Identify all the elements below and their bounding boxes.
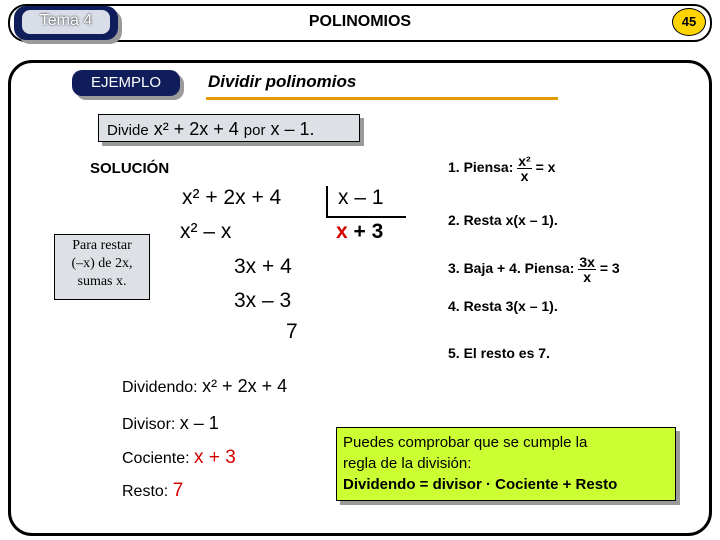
- division-dividend: x² + 2x + 4: [182, 186, 282, 209]
- division-subtract-2: 3x – 3: [234, 289, 292, 312]
- step-1-fraction: [517, 154, 531, 183]
- summary-divisor-label: Divisor:: [122, 416, 176, 433]
- ejemplo-badge: EJEMPLO: [72, 70, 180, 96]
- step-1-numerator: x²: [518, 153, 531, 169]
- summary-dividendo-value: x² + 2x + 4: [202, 376, 288, 396]
- step-5: 5. El resto es 7.: [448, 345, 550, 361]
- hint-line-3: sumas x.: [77, 274, 127, 289]
- statement-divisor: x – 1.: [270, 119, 315, 139]
- division-divisor: x – 1: [338, 186, 384, 209]
- step-3-label: 3. Baja + 4. Piensa:: [448, 260, 575, 277]
- subtitle-underline: [206, 97, 558, 100]
- summary-divisor: [122, 413, 219, 434]
- division-partial: 3x + 4: [234, 255, 292, 278]
- step-3-result: = 3: [599, 260, 620, 277]
- statement-dividend: x² + 2x + 4: [153, 119, 239, 139]
- division-remainder: 7: [286, 320, 298, 343]
- solucion-heading: SOLUCIÓN: [90, 160, 170, 177]
- statement-pre: Divide: [107, 122, 149, 139]
- summary-dividendo-label: Dividendo:: [122, 379, 198, 396]
- summary-cociente-value: x + 3: [194, 447, 236, 468]
- step-2: 2. Resta x(x – 1).: [448, 212, 558, 228]
- quotient-x: x: [336, 220, 348, 243]
- step-1: [448, 154, 555, 183]
- step-1-denominator: x: [520, 168, 529, 184]
- division-horizontal-bar: [326, 216, 406, 218]
- step-3-denominator: x: [583, 269, 592, 285]
- hint-line-1: Para restar: [72, 238, 132, 253]
- note-line-3: Dividendo = divisor · Cociente + Resto: [343, 476, 618, 493]
- summary-divisor-value: x – 1: [179, 413, 219, 433]
- summary-resto: [122, 480, 183, 502]
- summary-cociente: [122, 447, 236, 469]
- section-subtitle: Dividir polinomios: [208, 72, 357, 91]
- summary-resto-value: 7: [172, 480, 184, 501]
- step-4: 4. Resta 3(x – 1).: [448, 298, 558, 314]
- step-3-fraction: [578, 255, 596, 284]
- step-3-numerator: 3x: [579, 254, 595, 270]
- note-line-2: regla de la división:: [343, 455, 472, 472]
- problem-statement: [98, 114, 360, 142]
- summary-dividendo: [122, 376, 287, 397]
- division-vertical-bar: [326, 186, 328, 216]
- quotient-plus-3: + 3: [353, 220, 384, 243]
- note-line-1: Puedes comprobar que se cumple la: [343, 434, 588, 451]
- division-subtract-1: x² – x: [180, 220, 232, 243]
- hint-box: [54, 234, 150, 300]
- step-1-result: = x: [535, 159, 556, 176]
- tema-label: Tema 4: [39, 12, 93, 29]
- statement-por: por: [243, 122, 266, 139]
- step-1-label: 1. Piensa:: [448, 159, 514, 176]
- summary-cociente-label: Cociente:: [122, 450, 190, 467]
- hint-line-2: (–x) de 2x,: [71, 256, 133, 271]
- division-quotient: [336, 220, 383, 244]
- step-3: [448, 255, 620, 284]
- page-number-badge: 45: [672, 8, 706, 36]
- summary-resto-label: Resto:: [122, 483, 169, 500]
- page-title: POLINOMIOS: [308, 13, 412, 30]
- check-note-box: [336, 427, 676, 501]
